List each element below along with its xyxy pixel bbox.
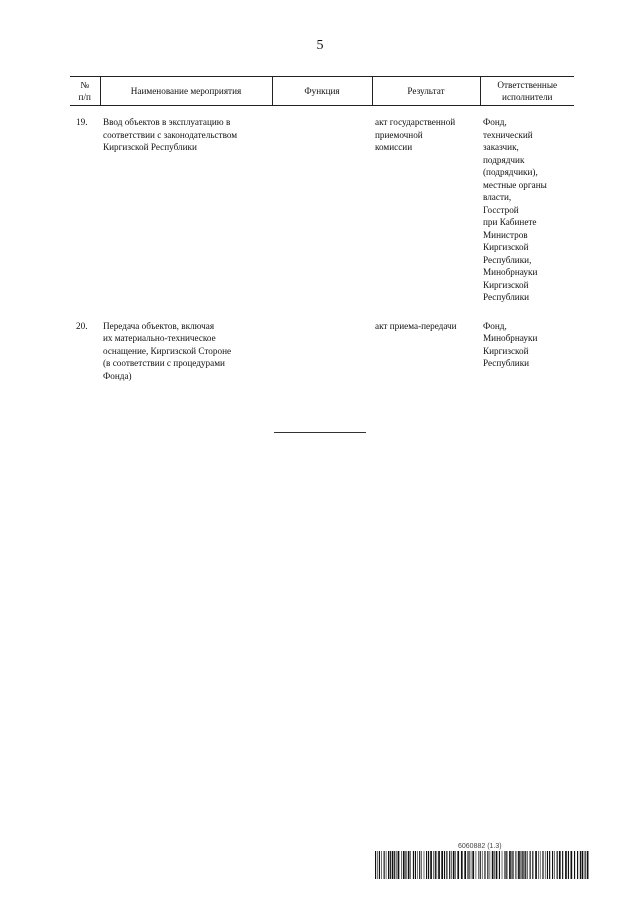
row-result: акт государственной приемочной комиссии bbox=[375, 117, 456, 152]
header-number: № п/п bbox=[70, 77, 100, 106]
header-measure-name: Наименование мероприятия bbox=[100, 77, 272, 106]
row-measure-name: Передача объектов, включая их материально-техническое оснащение, Киргизской Стороне (в соответствии с процедурами Фонда) bbox=[103, 320, 232, 381]
header-result: Результат bbox=[372, 77, 480, 106]
row-function bbox=[272, 106, 372, 304]
document-code: 6060882 (1.3) bbox=[458, 843, 502, 850]
end-of-document-rule bbox=[274, 432, 366, 433]
row-number: 19. bbox=[76, 117, 88, 127]
row-responsible: Фонд, Минобрнауки Киргизской Республики bbox=[483, 320, 538, 368]
table-header-row bbox=[70, 77, 574, 106]
header-function: Функция bbox=[272, 77, 372, 106]
row-function bbox=[272, 304, 372, 383]
header-responsible: Ответственные исполнители bbox=[480, 77, 574, 106]
row-result: акт приема-передачи bbox=[375, 320, 457, 331]
table-row bbox=[70, 304, 574, 383]
measures-table bbox=[70, 76, 574, 382]
row-measure-name: Ввод объектов в эксплуатацию в соответствии с законодательством Киргизской Республики bbox=[103, 117, 238, 152]
table-row bbox=[70, 106, 574, 304]
barcode-image bbox=[375, 851, 590, 879]
row-number: 20. bbox=[76, 320, 88, 331]
row-responsible: Фонд, технический заказчик, подрядчик (подрядчики), местные органы власти, Госстрой при Кабинете Министров Киргизской Республики, Минобрнауки Киргизской Республики bbox=[483, 117, 547, 302]
page-number: 5 bbox=[316, 38, 324, 53]
